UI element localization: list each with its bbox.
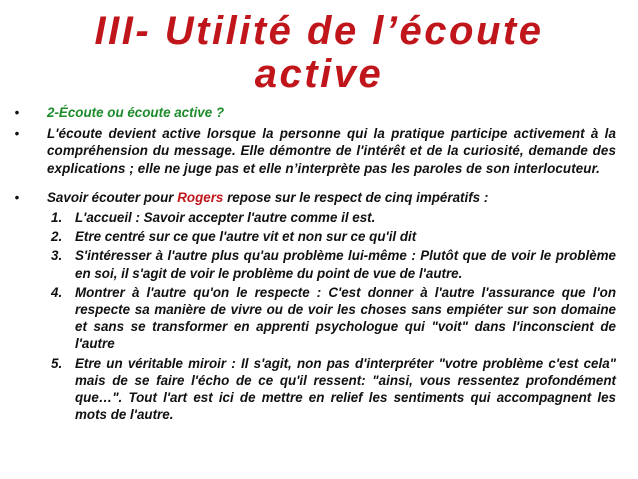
- item-number: 2.: [51, 229, 63, 245]
- item-text: Etre un véritable miroir : Il s'agit, non pas d'interpréter "votre problème c'est cela" mais de se faire l'écho de ce qu'il ressent: "ainsi, vous ressentez profondément que…". Tout l'art est ici de mettre en relief les sentiments qui accompagnent les mots de l'autre.: [75, 355, 616, 423]
- item-number: 1.: [51, 210, 63, 226]
- rogers-intro: Savoir écouter pour: [47, 189, 178, 205]
- bullet-rogers: [10, 189, 616, 206]
- item-text: S'intéresser à l'autre plus qu'au problème lui-même : Plutôt que de voir le problème en soi, il s'agit de voir le problème du point de vue de l'autre.: [75, 248, 616, 281]
- rogers-outro: repose sur le respect de cinq impératifs :: [223, 189, 489, 205]
- slide-body: [10, 104, 616, 425]
- definition-text: L'écoute devient active lorsque la personne qui la pratique participe activement à la compréhension du message. Elle démontre de l'intérêt et de la curiosité, demande des explications ; elle ne juge pas et elle n’interprète pas les paroles de son interlocuteur.: [47, 126, 616, 176]
- bullet-dot: •: [14, 189, 20, 205]
- item-text: Etre centré sur ce que l'autre vit et non sur ce qu'il dit: [75, 229, 417, 245]
- item-number: 5.: [51, 355, 63, 371]
- item-text: L'accueil : Savoir accepter l'autre comme il est.: [75, 210, 376, 226]
- bullet-dot: •: [14, 126, 20, 142]
- item-number: 4.: [51, 284, 63, 300]
- list-item: [10, 284, 616, 353]
- title-line-1: III- Utilité de l’écoute: [94, 9, 544, 53]
- bullet-subheading: [10, 104, 616, 121]
- list-item: [10, 228, 616, 245]
- bullet-definition: [10, 125, 616, 177]
- title-line-2: active: [254, 52, 384, 96]
- rogers-name: Rogers: [177, 189, 224, 205]
- bullet-dot: •: [14, 105, 20, 120]
- list-item: [10, 355, 616, 424]
- list-item: [10, 209, 616, 226]
- subheading-text: 2-Écoute ou écoute active ?: [47, 105, 225, 120]
- item-number: 3.: [51, 248, 63, 264]
- item-text: Montrer à l'autre qu'on le respecte : C'est donner à l'autre l'assurance que l'on respecte sa manière de vivre ou de voir les choses sans empiéter sur son domaine et sans se transformer en apprenti psychologue qui "voit" dans l'inconscient de l'autre: [75, 284, 616, 352]
- slide-title: [30, 10, 608, 96]
- list-item: [10, 247, 616, 281]
- imperatives-list: [10, 209, 616, 423]
